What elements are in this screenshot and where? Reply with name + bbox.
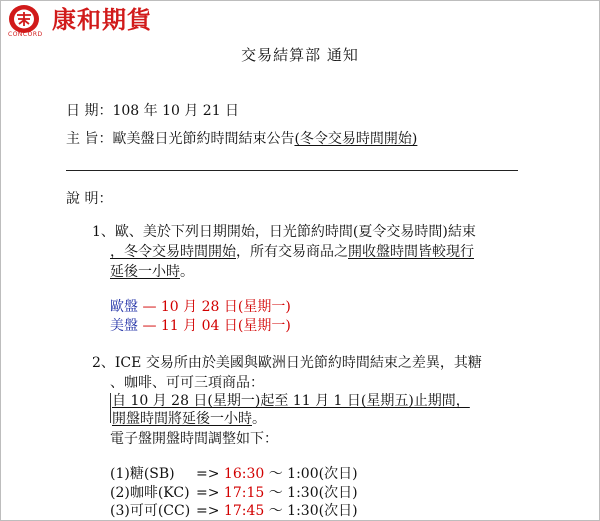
us-label: 美盤 — [110, 318, 138, 334]
row-end-time: ～ 1:00(次日) — [264, 466, 358, 482]
item1-open-close: 開收盤時間皆較現行 — [348, 244, 474, 260]
item2-line2: 、咖啡、可可三項商品： — [110, 375, 264, 391]
date-value: 108 年 10 月 21 日 — [112, 103, 240, 119]
row-start-time: 17:45 — [223, 503, 265, 519]
subject-line — [66, 130, 417, 148]
item2-line5: 電子盤開盤時間調整如下： — [110, 431, 278, 447]
subject-text: 歐美盤日光節約時間結束公告 — [112, 131, 295, 147]
logo-text: 康和期貨 — [52, 6, 152, 34]
item1-line2-mid: ，所有交易商品之 — [236, 244, 348, 260]
item1-line3 — [110, 263, 194, 281]
row-end-time: ～ 1:30(次日) — [264, 503, 358, 519]
item2-line3: 自 10 月 28 日(星期一)起至 11 月 1 日(星期五)止期間， — [112, 393, 470, 409]
item1-line2 — [110, 243, 474, 261]
row-arrow: => — [196, 485, 224, 501]
us-date: — 11 月 04 日(星期一) — [138, 318, 291, 334]
item2-line4-end: 。 — [252, 411, 266, 427]
company-logo — [8, 4, 183, 40]
schedule-row — [110, 465, 358, 483]
schedule-row — [110, 484, 358, 502]
item1-winter-start: ，冬令交易時間開始 — [110, 244, 236, 260]
row-arrow: => — [196, 503, 224, 519]
item2-line1: 2、ICE 交易所由於美國與歐洲日光節約時間結束之差異，其糖 — [92, 355, 482, 371]
logo-subtext: CONCORD — [8, 31, 43, 38]
item1-line1: 1、歐、美於下列日期開始，日光節約時間(夏令交易時間)結束 — [92, 224, 476, 240]
row-name: (1)糖(SB) — [110, 466, 175, 482]
row-end-time: ～ 1:30(次日) — [264, 485, 358, 501]
schedule-row — [110, 502, 358, 520]
us-line — [110, 317, 291, 335]
eu-line — [110, 298, 291, 316]
explain-label: 說 明： — [66, 191, 113, 207]
item1-line3-end: 。 — [180, 264, 194, 280]
divider — [66, 170, 518, 171]
item2-line4 — [112, 410, 266, 428]
row-arrow: => — [196, 466, 224, 482]
item1-delay: 延後一小時 — [110, 264, 180, 280]
eu-date: — 10 月 28 日(星期一) — [138, 299, 291, 315]
row-start-time: 17:15 — [223, 485, 265, 501]
page-title: 交易結算部 通知 — [241, 46, 359, 64]
date-label: 日 期： — [66, 103, 113, 119]
row-start-time: 16:30 — [223, 466, 265, 482]
date-line — [66, 102, 239, 120]
row-name: (2)咖啡(KC) — [110, 485, 190, 501]
row-name: (3)可可(CC) — [110, 503, 191, 519]
subject-label: 主 旨： — [66, 131, 113, 147]
eu-label: 歐盤 — [110, 299, 138, 315]
item2-open-delay: 開盤時間將延後一小時 — [112, 411, 252, 427]
subject-underlined: (冬令交易時間開始) — [294, 131, 418, 147]
